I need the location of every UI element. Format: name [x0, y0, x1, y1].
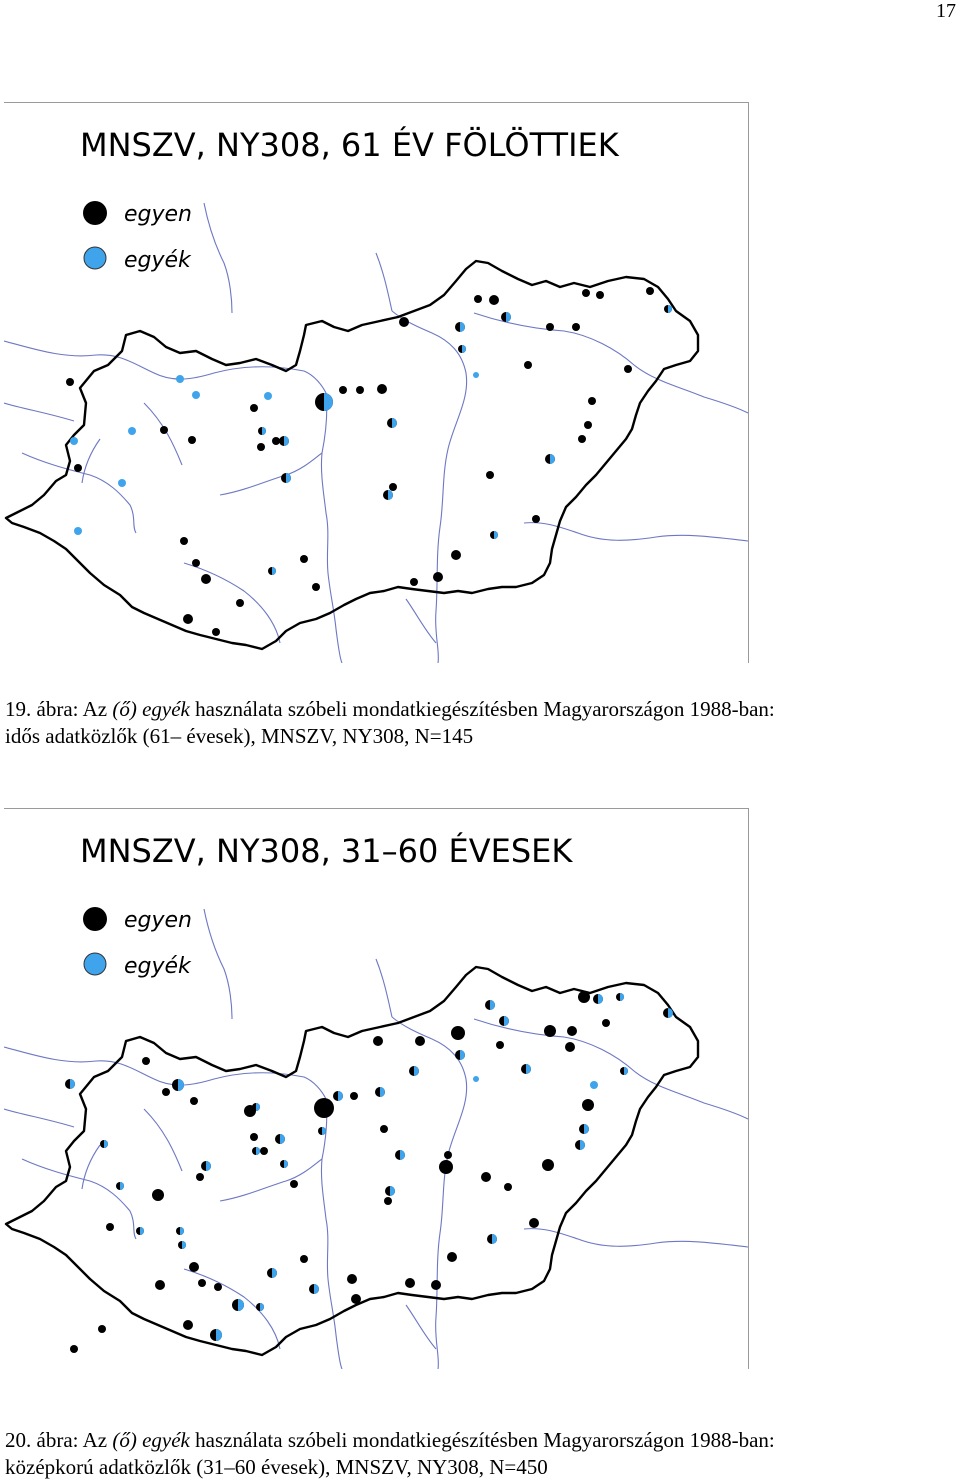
survey-point: [74, 464, 82, 472]
survey-point: [596, 291, 604, 299]
survey-point: [663, 1008, 673, 1018]
survey-point: [210, 1329, 222, 1341]
survey-point: [155, 1280, 165, 1290]
survey-point: [578, 991, 590, 1003]
river-line: [204, 203, 232, 313]
survey-point: [377, 384, 387, 394]
map-title: MNSZV, NY308, 61 ÉV FÖLÖTTIEK: [80, 126, 619, 164]
survey-point: [198, 1279, 206, 1287]
legend-egyek-marker: [84, 953, 106, 975]
caption-rest: használata szóbeli mondatkiegészítésben Magyarországon 1988-ban:: [195, 1428, 775, 1452]
survey-point: [375, 1087, 385, 1097]
river-line: [82, 439, 100, 483]
survey-point: [178, 1241, 186, 1249]
survey-point: [236, 599, 244, 607]
survey-point: [196, 1173, 204, 1181]
survey-point: [473, 1076, 479, 1082]
survey-point: [572, 323, 580, 331]
survey-point: [256, 1303, 264, 1311]
survey-point: [192, 391, 200, 399]
survey-point: [250, 1133, 258, 1141]
survey-point: [347, 1274, 357, 1284]
survey-point: [399, 317, 409, 327]
river-line: [376, 253, 467, 663]
survey-point: [252, 1147, 260, 1155]
river-line: [220, 1159, 322, 1201]
survey-point: [116, 1182, 124, 1190]
survey-point: [232, 1299, 244, 1311]
survey-point: [189, 1262, 199, 1272]
survey-point: [545, 454, 555, 464]
survey-point: [646, 287, 654, 295]
survey-point: [588, 397, 596, 405]
page-number: 17: [936, 0, 956, 22]
caption-rest: használata szóbeli mondatkiegészítésben Magyarországon 1988-ban:: [195, 697, 775, 721]
survey-point: [544, 1025, 556, 1037]
survey-point: [300, 1255, 308, 1263]
river-line: [144, 1109, 182, 1171]
survey-point: [281, 473, 291, 483]
legend-egyek-marker: [84, 247, 106, 269]
survey-point: [180, 537, 188, 545]
survey-point: [312, 583, 320, 591]
survey-point: [487, 1234, 497, 1244]
survey-point: [616, 993, 624, 1001]
survey-point: [100, 1140, 108, 1148]
survey-point: [447, 1252, 457, 1262]
survey-point: [593, 994, 603, 1004]
survey-point: [582, 1099, 594, 1111]
survey-point: [280, 1160, 288, 1168]
survey-point: [356, 386, 364, 394]
border-outline: [6, 261, 698, 649]
survey-point: [264, 392, 272, 400]
survey-point: [486, 471, 494, 479]
survey-point: [74, 527, 82, 535]
survey-point: [201, 574, 211, 584]
survey-point: [532, 515, 540, 523]
survey-point: [136, 1227, 144, 1235]
river-line: [321, 1099, 342, 1369]
survey-point: [389, 483, 397, 491]
legend-egyen-label: egyen: [124, 908, 192, 933]
survey-point: [333, 1091, 343, 1101]
survey-point: [405, 1278, 415, 1288]
survey-point: [315, 393, 333, 411]
survey-point: [172, 1079, 184, 1091]
survey-point: [380, 1125, 388, 1133]
river-line: [144, 403, 182, 465]
river-line: [474, 1019, 748, 1119]
survey-point: [309, 1284, 319, 1294]
survey-point: [300, 555, 308, 563]
survey-point: [118, 479, 126, 487]
survey-point: [188, 436, 196, 444]
legend-egyek-label: egyék: [124, 954, 191, 979]
survey-point: [499, 1016, 509, 1026]
caption-italic-egyek: egyék: [142, 1428, 190, 1452]
river-line: [376, 959, 467, 1369]
survey-point: [279, 436, 289, 446]
survey-point: [485, 1000, 495, 1010]
river-line: [220, 453, 322, 495]
survey-point: [529, 1218, 539, 1228]
survey-point: [521, 1064, 531, 1074]
river-line: [82, 1145, 100, 1189]
survey-point: [473, 372, 479, 378]
survey-point: [98, 1325, 106, 1333]
caption-abra: ábra:: [36, 697, 79, 721]
survey-point: [542, 1159, 554, 1171]
survey-point: [410, 578, 418, 586]
survey-point: [106, 1223, 114, 1231]
survey-point: [183, 1320, 193, 1330]
map-svg-61-plus: [4, 103, 748, 663]
survey-point: [339, 386, 347, 394]
survey-point: [504, 1183, 512, 1191]
map-svg-31-60: [4, 809, 748, 1369]
survey-point: [250, 404, 258, 412]
map-61-plus: [4, 102, 749, 663]
survey-point: [624, 365, 632, 373]
survey-point: [395, 1150, 405, 1160]
survey-point: [496, 1041, 504, 1049]
survey-point: [455, 322, 465, 332]
river-line: [184, 563, 280, 643]
river-line: [184, 1269, 280, 1349]
survey-point: [267, 1268, 277, 1278]
figure-caption-19: [5, 696, 960, 750]
survey-point: [314, 1098, 334, 1118]
country-border: [6, 261, 698, 649]
survey-point: [433, 572, 443, 582]
survey-point: [192, 559, 200, 567]
survey-point: [351, 1294, 361, 1304]
caption-italic-o: (ő): [112, 697, 137, 721]
survey-point: [602, 1019, 610, 1027]
survey-point: [318, 1127, 326, 1135]
river-line: [4, 1109, 74, 1127]
survey-point: [451, 550, 461, 560]
survey-point: [439, 1160, 453, 1174]
survey-point: [65, 1079, 75, 1089]
survey-point: [458, 345, 466, 353]
survey-point: [70, 437, 78, 445]
survey-point: [383, 490, 393, 500]
river-line: [406, 599, 436, 643]
survey-point: [290, 1180, 298, 1188]
survey-point: [584, 421, 592, 429]
survey-point: [201, 1161, 211, 1171]
survey-point: [575, 1140, 585, 1150]
survey-point: [455, 1050, 465, 1060]
survey-point: [176, 1227, 184, 1235]
survey-point: [431, 1280, 441, 1290]
river-line: [204, 909, 232, 1019]
survey-point: [260, 1147, 268, 1155]
caption-line2: középkorú adatközlők (31–60 évesek), MNSZV, NY308, N=450: [5, 1455, 548, 1479]
river-line: [321, 393, 342, 663]
survey-point: [387, 418, 397, 428]
survey-point: [350, 1092, 358, 1100]
caption-italic-o: (ő): [112, 1428, 137, 1452]
survey-point: [582, 289, 590, 297]
rivers: [4, 909, 748, 1369]
survey-point: [275, 1134, 285, 1144]
survey-point: [252, 1103, 260, 1111]
survey-point: [183, 614, 193, 624]
survey-point: [373, 1036, 383, 1046]
figure-caption-20: [5, 1427, 960, 1481]
survey-point: [162, 1088, 170, 1096]
rivers: [4, 203, 748, 663]
survey-point: [590, 1081, 598, 1089]
survey-point: [409, 1066, 419, 1076]
survey-point: [384, 1197, 392, 1205]
legend-egyen-label: egyen: [124, 202, 192, 227]
survey-point: [415, 1036, 425, 1046]
survey-point: [474, 295, 482, 303]
caption-abra: ábra:: [36, 1428, 79, 1452]
survey-point: [272, 437, 280, 445]
river-line: [22, 1159, 136, 1239]
survey-point: [664, 305, 672, 313]
survey-point: [268, 567, 276, 575]
survey-point: [579, 1124, 589, 1134]
survey-point: [620, 1067, 628, 1075]
survey-point: [142, 1057, 150, 1065]
survey-point: [190, 1097, 198, 1105]
survey-point: [565, 1042, 575, 1052]
survey-point: [257, 443, 265, 451]
survey-point: [214, 1283, 222, 1291]
survey-point: [524, 361, 532, 369]
survey-point: [212, 628, 220, 636]
caption-az: Az: [82, 697, 108, 721]
survey-point: [578, 435, 586, 443]
survey-point: [128, 427, 136, 435]
legend-egyen-marker: [83, 201, 107, 225]
map-31-60: [4, 808, 749, 1369]
river-line: [4, 403, 74, 421]
survey-point: [385, 1186, 395, 1196]
legend-egyek-label: egyék: [124, 248, 191, 273]
legend-egyen-marker: [83, 907, 107, 931]
survey-point: [481, 1172, 491, 1182]
survey-point: [501, 312, 511, 322]
survey-point: [152, 1189, 164, 1201]
survey-point: [258, 427, 266, 435]
caption-az: Az: [82, 1428, 108, 1452]
map-title: MNSZV, NY308, 31–60 ÉVESEK: [80, 832, 573, 870]
caption-line2: idős adatközlők (61– évesek), MNSZV, NY308, N=145: [5, 724, 474, 748]
river-line: [474, 313, 748, 413]
survey-point: [444, 1151, 452, 1159]
survey-point: [546, 323, 554, 331]
river-line: [406, 1305, 436, 1349]
survey-point: [160, 426, 168, 434]
caption-number: 20.: [5, 1428, 32, 1452]
caption-italic-egyek: egyék: [142, 697, 190, 721]
survey-point: [567, 1026, 577, 1036]
survey-point: [70, 1345, 78, 1353]
survey-point: [489, 295, 499, 305]
survey-point: [451, 1026, 465, 1040]
caption-number: 19.: [5, 697, 32, 721]
survey-point: [176, 375, 184, 383]
survey-point: [490, 531, 498, 539]
survey-point: [66, 378, 74, 386]
